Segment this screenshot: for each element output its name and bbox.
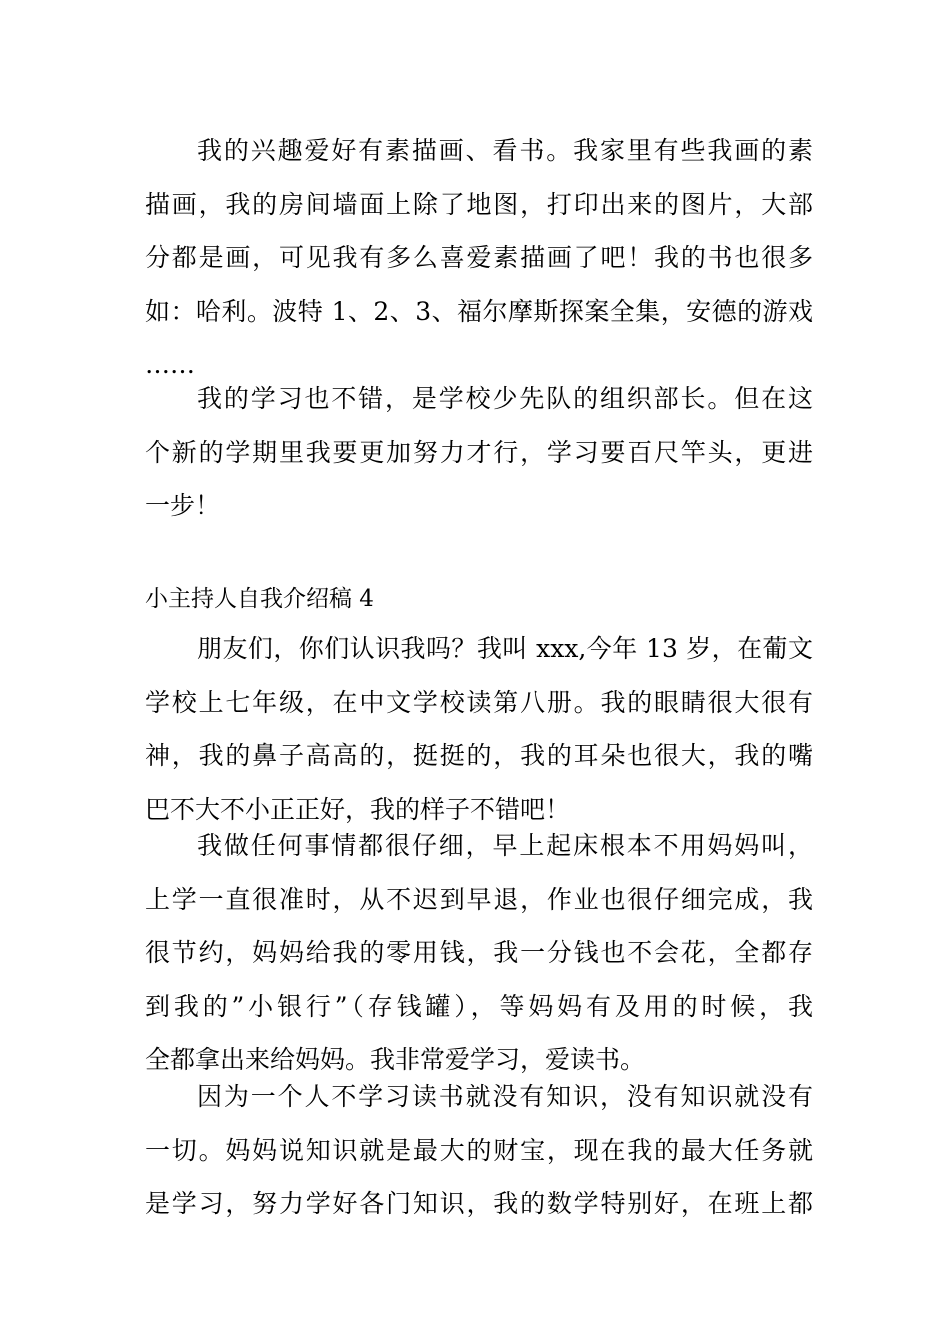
paragraph-habits xyxy=(145,819,813,1087)
paragraph-knowledge xyxy=(145,1070,813,1231)
text-line: 很节约，妈妈给我的零用钱，我一分钱也不会花，全都存 xyxy=(145,938,813,968)
text-line: 个新的学期里我要更加努力才行，学习要百尺竿头，更进 xyxy=(145,437,813,467)
text-line: 如：哈利。波特 1、2、3、福尔摩斯探案全集，安德的游戏 xyxy=(145,296,813,326)
text-line: 描画，我的房间墙面上除了地图，打印出来的图片，大部 xyxy=(145,189,813,219)
text-line: 到我的”小银行”（存钱罐），等妈妈有及用的时候，我 xyxy=(145,991,813,1021)
paragraph-hobbies xyxy=(145,124,813,392)
text-line: 学校上七年级，在中文学校读第八册。我的眼睛很大很有 xyxy=(145,687,813,717)
text-line: 全都拿出来给妈妈。我非常爱学习，爱读书。 xyxy=(145,1045,646,1075)
paragraph-introduction xyxy=(145,622,813,836)
section-heading: 小主持人自我介绍稿 4 xyxy=(145,586,374,612)
text-line: 分都是画，可见我有多么喜爱素描画了吧！我的书也很多 xyxy=(145,243,813,273)
paragraph-study xyxy=(145,372,813,533)
text-line: 巴不大不小正正好，我的样子不错吧！ xyxy=(145,794,571,824)
text-line: 一切。妈妈说知识就是最大的财宝，现在我的最大任务就 xyxy=(145,1135,813,1165)
text-line: 因为一个人不学习读书就没有知识，没有知识就没有 xyxy=(197,1082,813,1111)
text-line: 上学一直很准时，从不迟到早退，作业也很仔细完成，我 xyxy=(145,884,813,914)
text-line: 我的兴趣爱好有素描画、看书。我家里有些我画的素 xyxy=(197,136,813,165)
text-line: 一步！ xyxy=(145,491,221,521)
text-line: 我做任何事情都很仔细，早上起床根本不用妈妈叫， xyxy=(197,831,813,860)
text-line: 神，我的鼻子高高的，挺挺的，我的耳朵也很大，我的嘴 xyxy=(145,741,813,771)
text-line: …… xyxy=(145,350,195,380)
text-line: 朋友们，你们认识我吗？我叫 xxx,今年 13 岁，在葡文 xyxy=(197,634,813,663)
text-line: 我的学习也不错，是学校少先队的组织部长。但在这 xyxy=(197,384,813,413)
text-line: 是学习，努力学好各门知识，我的数学特别好，在班上都 xyxy=(145,1189,813,1219)
